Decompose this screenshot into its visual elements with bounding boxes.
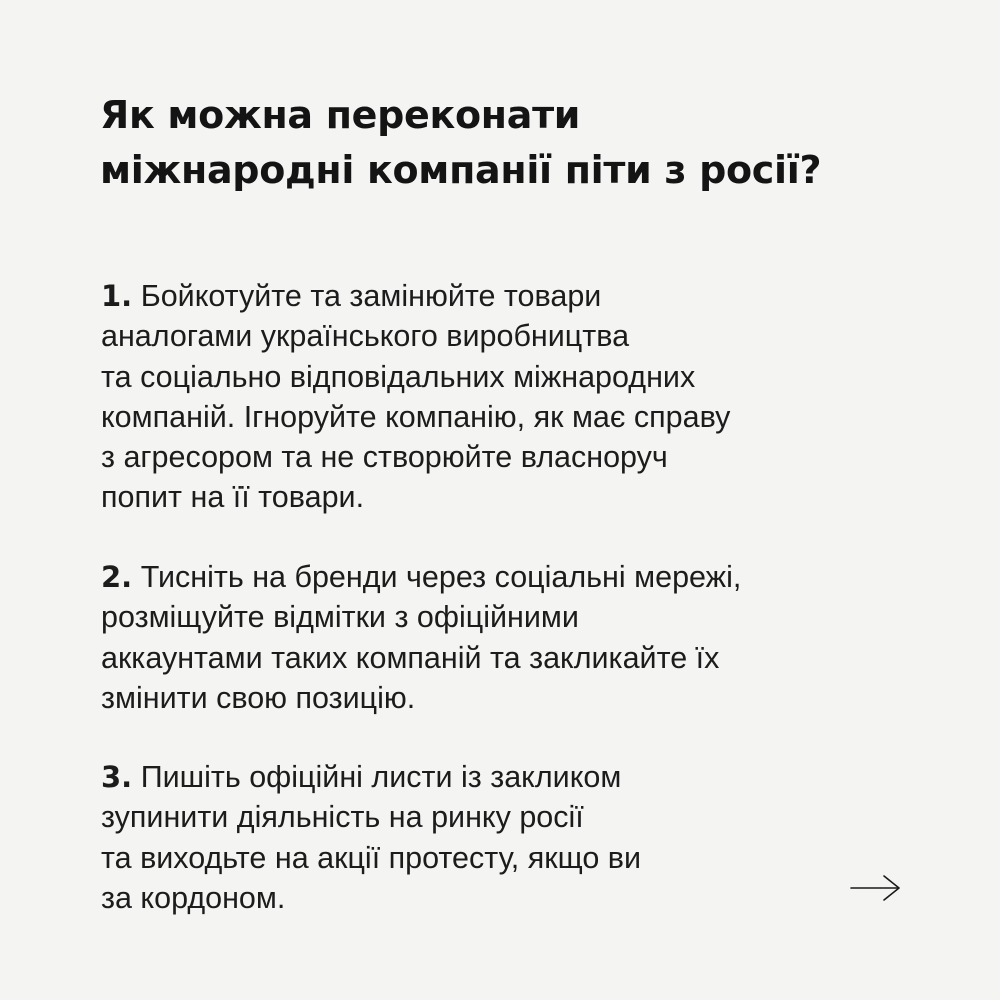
list-item-3 [101, 757, 921, 918]
list-item-number: 1. [101, 279, 133, 313]
list-item-line: аккаунтами таких компаній та закликайте їх [101, 640, 720, 675]
page-title [100, 88, 920, 198]
arrow-right-icon[interactable] [848, 870, 904, 906]
list-item-line: 1. Бойкотуйте та замінюйте товари [101, 279, 602, 313]
list-item-line: попит на її товари. [101, 480, 365, 515]
list-item-1 [101, 276, 921, 518]
list-item-line: компаній. Ігноруйте компанію, як має справу [101, 399, 731, 434]
list-item-line: аналогами українського виробництва [101, 319, 630, 354]
list-item-line: з агресором та не створюйте власноруч [101, 440, 668, 475]
list-item-line: розміщуйте відмітки з офіційними [101, 600, 579, 635]
list-item-2 [101, 557, 921, 718]
list-item-number: 2. [101, 560, 133, 594]
title-line-2: міжнародні компанії піти з росії? [100, 148, 822, 192]
list-item-line: 3. Пишіть офіційні листи із закликом [101, 760, 622, 794]
list-item-line: зупинити діяльність на ринку росії [101, 800, 584, 835]
list-item-line: змінити свою позицію. [101, 680, 416, 715]
list-item-number: 3. [101, 760, 133, 794]
list-item-line: 2. Тисніть на бренди через соціальні мережі, [101, 560, 742, 594]
list-item-line: та соціально відповідальних міжнародних [101, 359, 696, 394]
list-item-line: та виходьте на акції протесту, якщо ви [101, 840, 642, 875]
title-line-1: Як можна переконати [100, 93, 581, 137]
list-item-line: за кордоном. [101, 880, 286, 915]
